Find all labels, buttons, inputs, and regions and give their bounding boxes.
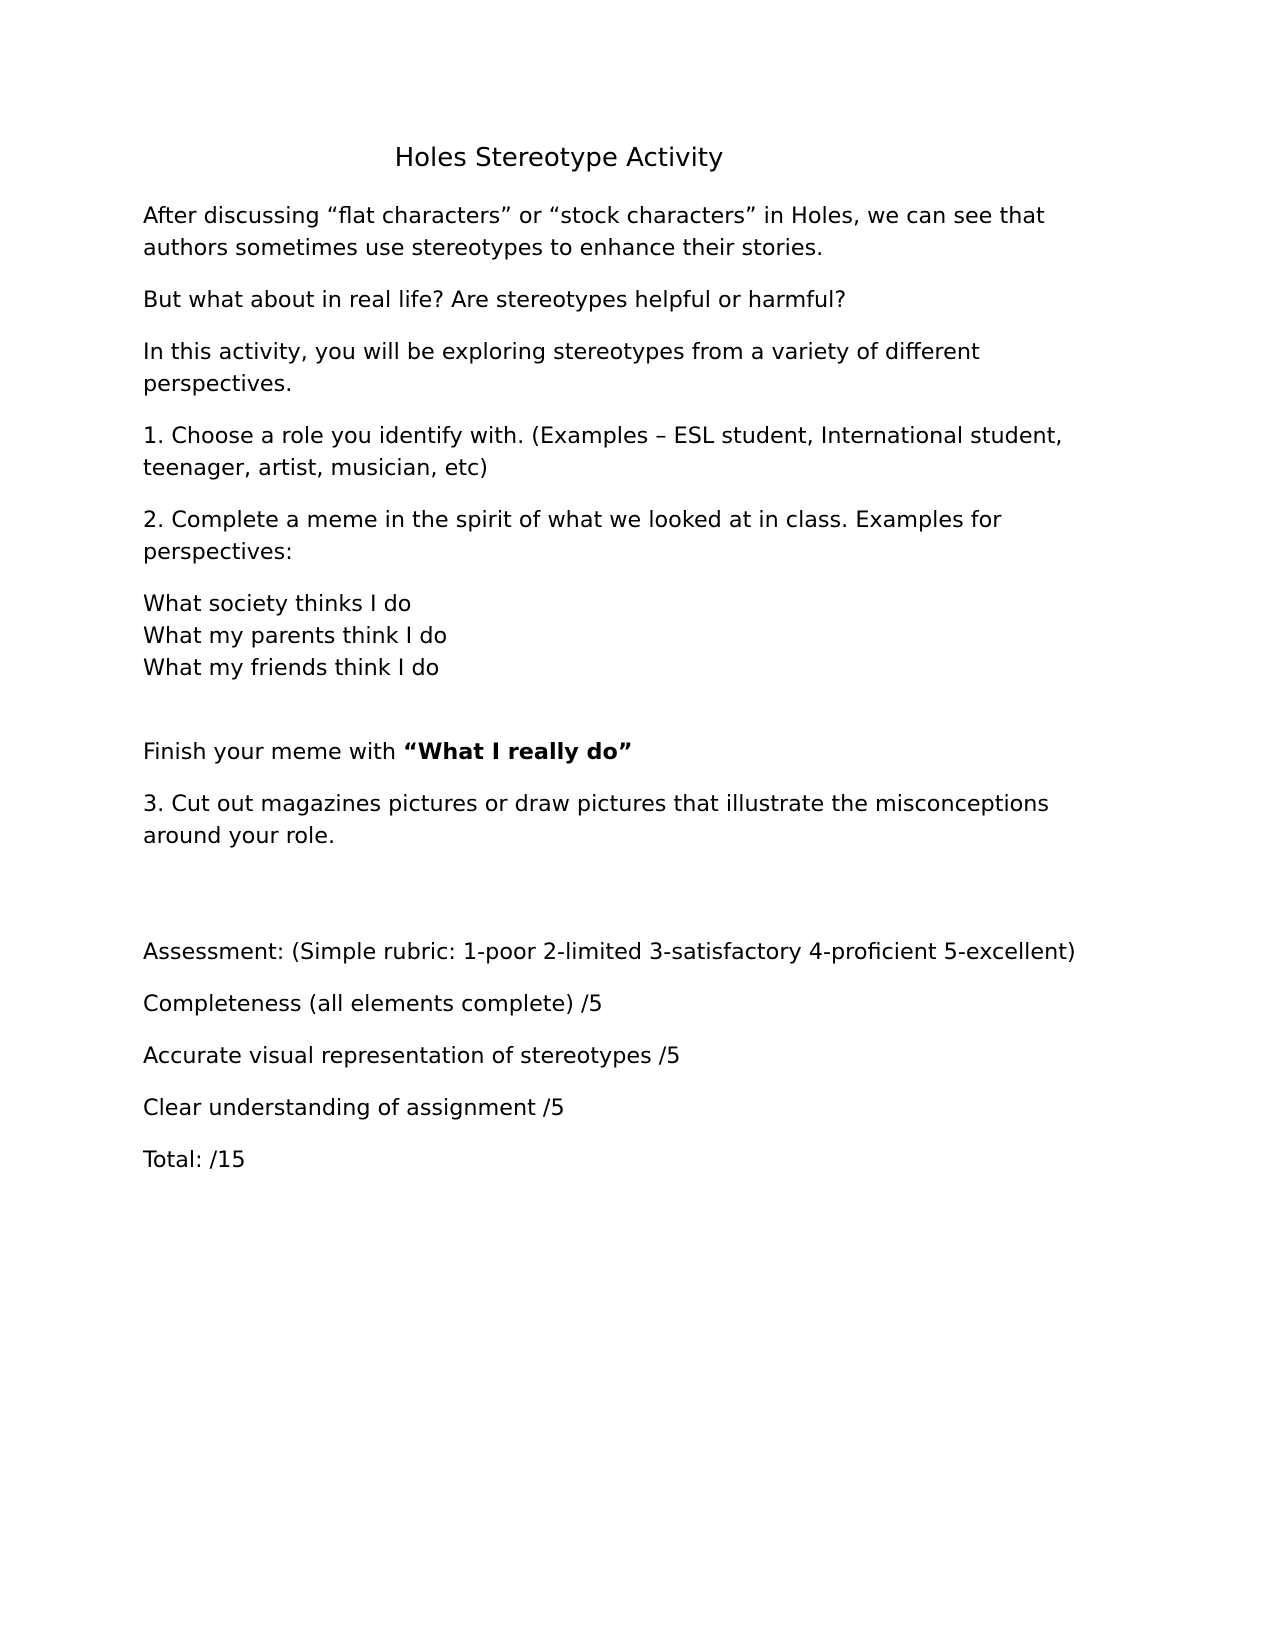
perspective-item: What society thinks I do <box>143 591 412 617</box>
document-page <box>143 140 1123 1196</box>
step-1: 1. Choose a role you identify with. (Examples – ESL student, International student, teenager, artist, musician, etc) <box>143 423 1063 481</box>
perspective-item: What my friends think I do <box>143 655 440 681</box>
perspective-item: What my parents think I do <box>143 623 448 649</box>
step-3: 3. Cut out magazines pictures or draw pictures that illustrate the misconceptions around your role. <box>143 791 1050 849</box>
rubric-total: Total: /15 <box>143 1147 246 1173</box>
finish-emphasis: “What I really do” <box>403 739 633 765</box>
finish-prefix: Finish your meme with <box>143 739 404 765</box>
intro-paragraph-1: After discussing “flat characters” or “stock characters” in Holes, we can see that authors sometimes use stereotypes to enhance their stories. <box>143 203 1045 261</box>
finish-instruction <box>143 736 1123 768</box>
assessment-heading: Assessment: (Simple rubric: 1-poor 2-limited 3-satisfactory 4-proficient 5-excellent) <box>143 939 1076 965</box>
intro-paragraph-2: But what about in real life? Are stereotypes helpful or harmful? <box>143 287 847 313</box>
rubric-criterion: Clear understanding of assignment /5 <box>143 1095 565 1121</box>
rubric-criterion: Accurate visual representation of stereotypes /5 <box>143 1043 681 1069</box>
document-title: Holes Stereotype Activity <box>394 143 724 173</box>
step-2: 2. Complete a meme in the spirit of what we looked at in class. Examples for perspectives: <box>143 507 1002 565</box>
perspective-list <box>143 588 1123 684</box>
rubric-criterion: Completeness (all elements complete) /5 <box>143 991 603 1017</box>
intro-paragraph-3: In this activity, you will be exploring stereotypes from a variety of different perspectives. <box>143 339 980 397</box>
